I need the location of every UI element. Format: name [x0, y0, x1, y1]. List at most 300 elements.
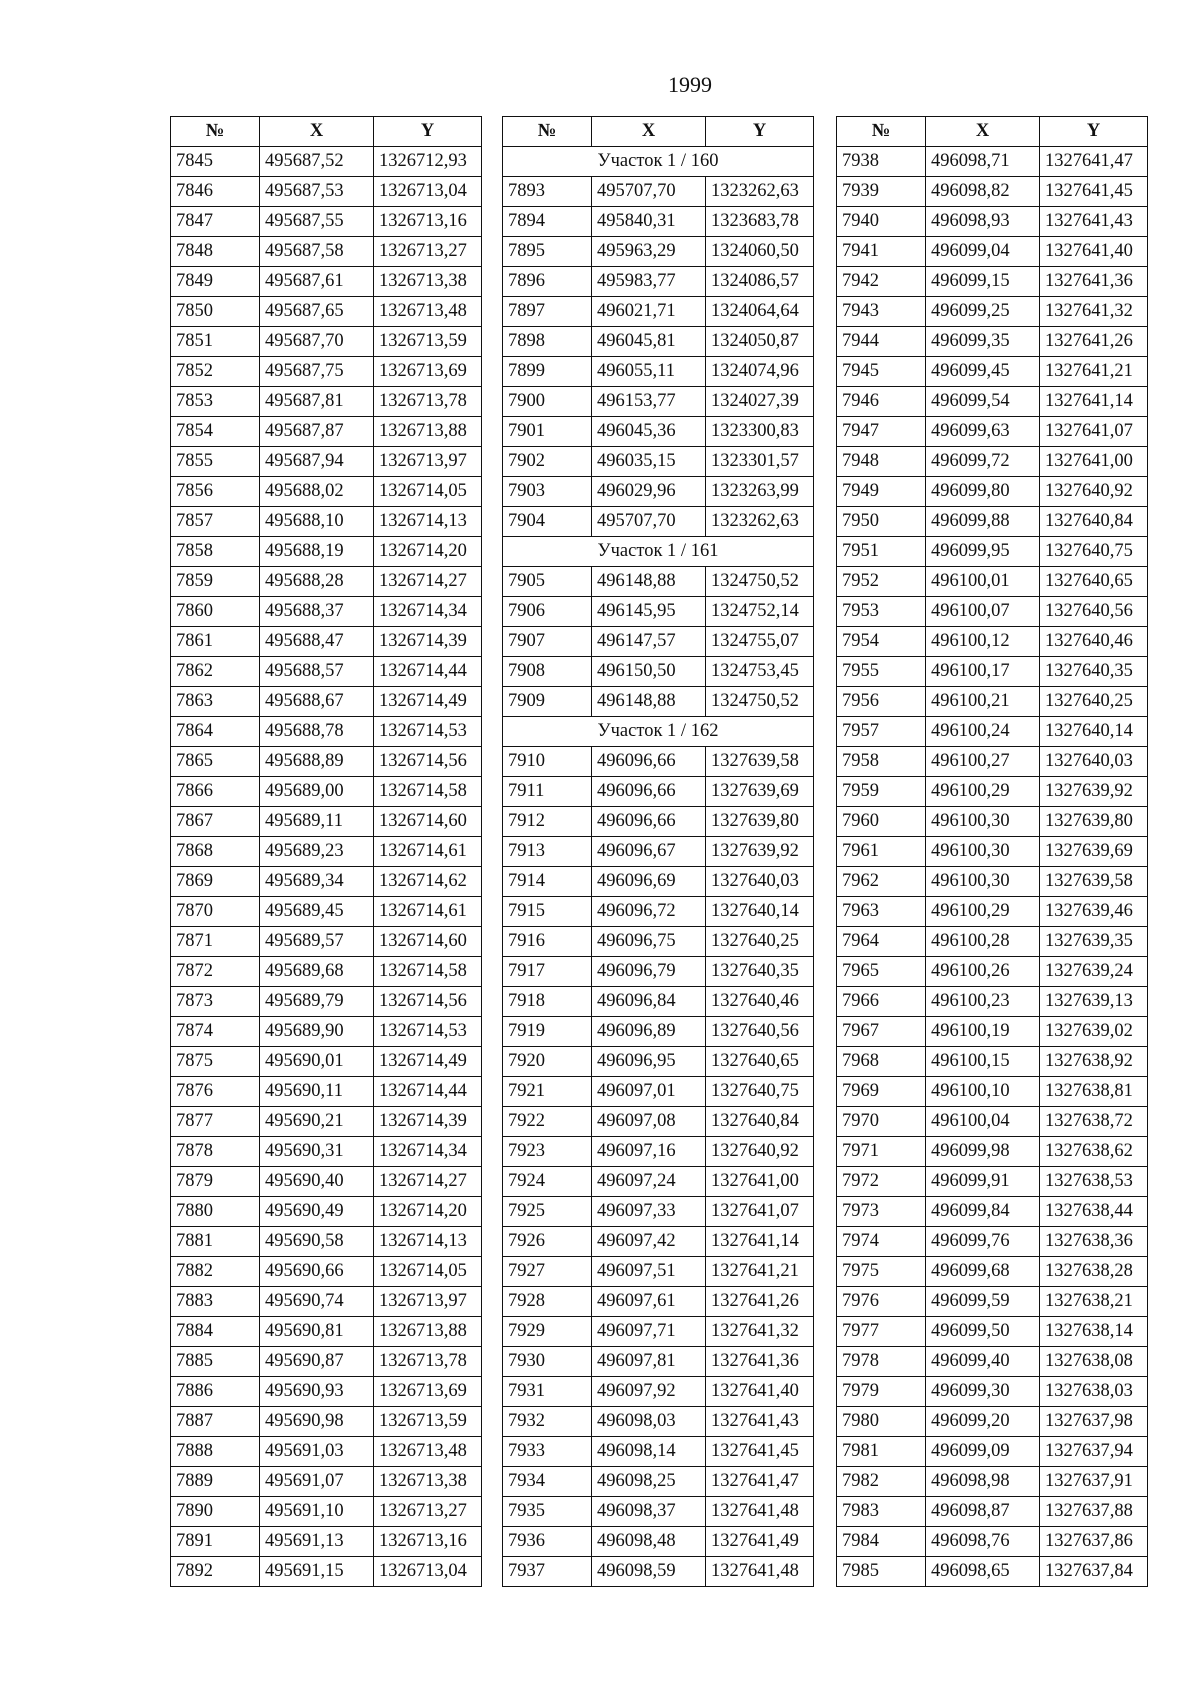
y-coordinate-cell: 1327641,36: [706, 1347, 814, 1377]
point-number-cell: 7847: [171, 207, 260, 237]
table-row: [503, 1527, 814, 1557]
point-number-cell: 7953: [837, 597, 926, 627]
x-coordinate-cell: 496100,23: [926, 987, 1040, 1017]
table-row: [503, 657, 814, 687]
point-number-cell: 7925: [503, 1197, 592, 1227]
y-coordinate-cell: 1327639,92: [1040, 777, 1148, 807]
table-row: [837, 717, 1148, 747]
x-coordinate-cell: 495687,75: [260, 357, 374, 387]
point-number-cell: 7968: [837, 1047, 926, 1077]
x-coordinate-cell: 495688,02: [260, 477, 374, 507]
y-coordinate-cell: 1327640,65: [706, 1047, 814, 1077]
point-number-cell: 7872: [171, 957, 260, 987]
x-coordinate-cell: 495690,31: [260, 1137, 374, 1167]
y-coordinate-cell: 1327637,88: [1040, 1497, 1148, 1527]
y-coordinate-cell: 1326713,04: [374, 1557, 482, 1587]
table-row: [503, 1407, 814, 1437]
x-coordinate-cell: 496096,95: [592, 1047, 706, 1077]
x-coordinate-cell: 495690,40: [260, 1167, 374, 1197]
x-coordinate-cell: 496096,66: [592, 807, 706, 837]
y-coordinate-cell: 1327639,58: [1040, 867, 1148, 897]
point-number-cell: 7972: [837, 1167, 926, 1197]
table-header-row: [503, 117, 814, 147]
table-row: [837, 1437, 1148, 1467]
point-number-cell: 7857: [171, 507, 260, 537]
point-number-cell: 7920: [503, 1047, 592, 1077]
x-coordinate-cell: 496097,16: [592, 1137, 706, 1167]
point-number-cell: 7888: [171, 1437, 260, 1467]
section-row: [503, 717, 814, 747]
x-coordinate-cell: 496099,76: [926, 1227, 1040, 1257]
table-row: [171, 1497, 482, 1527]
table-row: [837, 1077, 1148, 1107]
table-row: [171, 1047, 482, 1077]
point-number-cell: 7959: [837, 777, 926, 807]
point-number-cell: 7860: [171, 597, 260, 627]
y-coordinate-cell: 1327640,84: [1040, 507, 1148, 537]
x-coordinate-cell: 496097,61: [592, 1287, 706, 1317]
y-coordinate-cell: 1326713,04: [374, 177, 482, 207]
point-number-cell: 7853: [171, 387, 260, 417]
table-row: [503, 747, 814, 777]
x-coordinate-cell: 496100,24: [926, 717, 1040, 747]
x-coordinate-cell: 496098,25: [592, 1467, 706, 1497]
y-coordinate-cell: 1327641,00: [1040, 447, 1148, 477]
x-coordinate-cell: 496096,66: [592, 777, 706, 807]
y-coordinate-cell: 1326713,88: [374, 417, 482, 447]
y-coordinate-cell: 1326713,69: [374, 1377, 482, 1407]
y-coordinate-cell: 1324086,57: [706, 267, 814, 297]
table-row: [503, 1467, 814, 1497]
table-row: [171, 1557, 482, 1587]
x-coordinate-cell: 496100,19: [926, 1017, 1040, 1047]
y-coordinate-cell: 1327641,45: [706, 1437, 814, 1467]
header-x: X: [592, 117, 706, 147]
point-number-cell: 7947: [837, 417, 926, 447]
y-coordinate-cell: 1326713,97: [374, 1287, 482, 1317]
table-row: [171, 1317, 482, 1347]
x-coordinate-cell: 495840,31: [592, 207, 706, 237]
table-row: [171, 297, 482, 327]
point-number-cell: 7900: [503, 387, 592, 417]
header-number: №: [171, 117, 260, 147]
table-row: [503, 387, 814, 417]
header-y: Y: [374, 117, 482, 147]
x-coordinate-cell: 496099,63: [926, 417, 1040, 447]
point-number-cell: 7903: [503, 477, 592, 507]
point-number-cell: 7869: [171, 867, 260, 897]
point-number-cell: 7963: [837, 897, 926, 927]
point-number-cell: 7978: [837, 1347, 926, 1377]
point-number-cell: 7882: [171, 1257, 260, 1287]
x-coordinate-cell: 496096,69: [592, 867, 706, 897]
table-row: [503, 507, 814, 537]
point-number-cell: 7863: [171, 687, 260, 717]
point-number-cell: 7908: [503, 657, 592, 687]
y-coordinate-cell: 1326714,39: [374, 1107, 482, 1137]
x-coordinate-cell: 495690,87: [260, 1347, 374, 1377]
point-number-cell: 7878: [171, 1137, 260, 1167]
point-number-cell: 7951: [837, 537, 926, 567]
table-row: [837, 237, 1148, 267]
y-coordinate-cell: 1326714,20: [374, 537, 482, 567]
x-coordinate-cell: 496099,95: [926, 537, 1040, 567]
x-coordinate-cell: 496098,59: [592, 1557, 706, 1587]
x-coordinate-cell: 496098,82: [926, 177, 1040, 207]
table-row: [171, 1467, 482, 1497]
y-coordinate-cell: 1323300,83: [706, 417, 814, 447]
table-row: [503, 837, 814, 867]
table-row: [171, 807, 482, 837]
table-row: [503, 867, 814, 897]
point-number-cell: 7965: [837, 957, 926, 987]
y-coordinate-cell: 1327639,35: [1040, 927, 1148, 957]
table-row: [837, 1047, 1148, 1077]
y-coordinate-cell: 1327639,92: [706, 837, 814, 867]
point-number-cell: 7852: [171, 357, 260, 387]
x-coordinate-cell: 495691,13: [260, 1527, 374, 1557]
point-number-cell: 7855: [171, 447, 260, 477]
y-coordinate-cell: 1326714,05: [374, 1257, 482, 1287]
y-coordinate-cell: 1327639,69: [706, 777, 814, 807]
y-coordinate-cell: 1326714,49: [374, 687, 482, 717]
x-coordinate-cell: 496099,54: [926, 387, 1040, 417]
table-row: [837, 747, 1148, 777]
x-coordinate-cell: 495687,61: [260, 267, 374, 297]
point-number-cell: 7912: [503, 807, 592, 837]
table-row: [837, 1557, 1148, 1587]
y-coordinate-cell: 1326713,16: [374, 207, 482, 237]
table-row: [503, 327, 814, 357]
x-coordinate-cell: 496099,72: [926, 447, 1040, 477]
x-coordinate-cell: 495689,23: [260, 837, 374, 867]
point-number-cell: 7895: [503, 237, 592, 267]
table-row: [837, 1497, 1148, 1527]
point-number-cell: 7946: [837, 387, 926, 417]
y-coordinate-cell: 1324755,07: [706, 627, 814, 657]
y-coordinate-cell: 1326714,34: [374, 597, 482, 627]
x-coordinate-cell: 495688,47: [260, 627, 374, 657]
table-row: [837, 477, 1148, 507]
y-coordinate-cell: 1326713,69: [374, 357, 482, 387]
y-coordinate-cell: 1327641,43: [1040, 207, 1148, 237]
table-row: [503, 567, 814, 597]
point-number-cell: 7898: [503, 327, 592, 357]
table-row: [171, 1377, 482, 1407]
x-coordinate-cell: 496099,98: [926, 1137, 1040, 1167]
table-row: [837, 867, 1148, 897]
y-coordinate-cell: 1327639,46: [1040, 897, 1148, 927]
point-number-cell: 7885: [171, 1347, 260, 1377]
table-row: [171, 507, 482, 537]
point-number-cell: 7897: [503, 297, 592, 327]
y-coordinate-cell: 1327641,26: [1040, 327, 1148, 357]
x-coordinate-cell: 495689,79: [260, 987, 374, 1017]
y-coordinate-cell: 1326714,05: [374, 477, 482, 507]
table-header-row: [171, 117, 482, 147]
table-row: [503, 447, 814, 477]
table-row: [171, 477, 482, 507]
y-coordinate-cell: 1326714,58: [374, 957, 482, 987]
x-coordinate-cell: 496098,65: [926, 1557, 1040, 1587]
x-coordinate-cell: 495983,77: [592, 267, 706, 297]
point-number-cell: 7973: [837, 1197, 926, 1227]
y-coordinate-cell: 1327638,53: [1040, 1167, 1148, 1197]
y-coordinate-cell: 1326714,61: [374, 897, 482, 927]
y-coordinate-cell: 1327640,56: [1040, 597, 1148, 627]
y-coordinate-cell: 1327641,14: [706, 1227, 814, 1257]
table-row: [837, 327, 1148, 357]
table-row: [503, 1197, 814, 1227]
y-coordinate-cell: 1324074,96: [706, 357, 814, 387]
y-coordinate-cell: 1324027,39: [706, 387, 814, 417]
x-coordinate-cell: 496029,96: [592, 477, 706, 507]
table-row: [171, 237, 482, 267]
header-y: Y: [1040, 117, 1148, 147]
y-coordinate-cell: 1324753,45: [706, 657, 814, 687]
y-coordinate-cell: 1327641,43: [706, 1407, 814, 1437]
y-coordinate-cell: 1327640,25: [1040, 687, 1148, 717]
point-number-cell: 7955: [837, 657, 926, 687]
y-coordinate-cell: 1323301,57: [706, 447, 814, 477]
x-coordinate-cell: 495687,87: [260, 417, 374, 447]
table-row: [837, 147, 1148, 177]
y-coordinate-cell: 1327639,24: [1040, 957, 1148, 987]
x-coordinate-cell: 496097,81: [592, 1347, 706, 1377]
table-row: [503, 1077, 814, 1107]
x-coordinate-cell: 495691,10: [260, 1497, 374, 1527]
point-number-cell: 7939: [837, 177, 926, 207]
x-coordinate-cell: 496097,92: [592, 1377, 706, 1407]
table-row: [503, 627, 814, 657]
x-coordinate-cell: 496097,08: [592, 1107, 706, 1137]
table-row: [837, 897, 1148, 927]
point-number-cell: 7962: [837, 867, 926, 897]
x-coordinate-cell: 496148,88: [592, 687, 706, 717]
y-coordinate-cell: 1326714,34: [374, 1137, 482, 1167]
y-coordinate-cell: 1323262,63: [706, 177, 814, 207]
y-coordinate-cell: 1326713,78: [374, 1347, 482, 1377]
y-coordinate-cell: 1326714,53: [374, 1017, 482, 1047]
point-number-cell: 7862: [171, 657, 260, 687]
x-coordinate-cell: 495687,70: [260, 327, 374, 357]
coordinates-table-1: [170, 116, 482, 1587]
x-coordinate-cell: 496100,26: [926, 957, 1040, 987]
table-row: [171, 657, 482, 687]
table-row: [171, 1137, 482, 1167]
table-row: [171, 1287, 482, 1317]
table-row: [171, 1107, 482, 1137]
point-number-cell: 7933: [503, 1437, 592, 1467]
point-number-cell: 7980: [837, 1407, 926, 1437]
section-title: Участок 1 / 160: [503, 147, 814, 177]
point-number-cell: 7891: [171, 1527, 260, 1557]
x-coordinate-cell: 496100,29: [926, 777, 1040, 807]
x-coordinate-cell: 496096,66: [592, 747, 706, 777]
point-number-cell: 7945: [837, 357, 926, 387]
point-number-cell: 7914: [503, 867, 592, 897]
header-number: №: [503, 117, 592, 147]
table-row: [171, 1527, 482, 1557]
y-coordinate-cell: 1327637,94: [1040, 1437, 1148, 1467]
header-number: №: [837, 117, 926, 147]
x-coordinate-cell: 496098,03: [592, 1407, 706, 1437]
y-coordinate-cell: 1327638,14: [1040, 1317, 1148, 1347]
x-coordinate-cell: 496148,88: [592, 567, 706, 597]
point-number-cell: 7927: [503, 1257, 592, 1287]
y-coordinate-cell: 1327641,21: [1040, 357, 1148, 387]
point-number-cell: 7940: [837, 207, 926, 237]
y-coordinate-cell: 1326713,48: [374, 297, 482, 327]
y-coordinate-cell: 1327638,62: [1040, 1137, 1148, 1167]
x-coordinate-cell: 495687,55: [260, 207, 374, 237]
y-coordinate-cell: 1327641,32: [706, 1317, 814, 1347]
point-number-cell: 7926: [503, 1227, 592, 1257]
table-row: [837, 1107, 1148, 1137]
x-coordinate-cell: 496096,89: [592, 1017, 706, 1047]
point-number-cell: 7883: [171, 1287, 260, 1317]
point-number-cell: 7875: [171, 1047, 260, 1077]
y-coordinate-cell: 1326713,27: [374, 1497, 482, 1527]
y-coordinate-cell: 1327639,80: [706, 807, 814, 837]
point-number-cell: 7874: [171, 1017, 260, 1047]
x-coordinate-cell: 496097,33: [592, 1197, 706, 1227]
table-row: [837, 297, 1148, 327]
table-row: [503, 687, 814, 717]
table-row: [837, 627, 1148, 657]
table-row: [171, 567, 482, 597]
point-number-cell: 7846: [171, 177, 260, 207]
x-coordinate-cell: 495688,19: [260, 537, 374, 567]
table-header-row: [837, 117, 1148, 147]
x-coordinate-cell: 496098,93: [926, 207, 1040, 237]
table-row: [171, 627, 482, 657]
table-row: [171, 537, 482, 567]
page-number: 1999: [668, 72, 712, 97]
section-title: Участок 1 / 162: [503, 717, 814, 747]
point-number-cell: 7906: [503, 597, 592, 627]
x-coordinate-cell: 496100,28: [926, 927, 1040, 957]
x-coordinate-cell: 496098,14: [592, 1437, 706, 1467]
x-coordinate-cell: 496099,25: [926, 297, 1040, 327]
point-number-cell: 7971: [837, 1137, 926, 1167]
y-coordinate-cell: 1327641,32: [1040, 297, 1148, 327]
point-number-cell: 7958: [837, 747, 926, 777]
x-coordinate-cell: 496097,42: [592, 1227, 706, 1257]
table-row: [171, 267, 482, 297]
y-coordinate-cell: 1327641,45: [1040, 177, 1148, 207]
y-coordinate-cell: 1326714,39: [374, 627, 482, 657]
y-coordinate-cell: 1327640,35: [706, 957, 814, 987]
y-coordinate-cell: 1327641,36: [1040, 267, 1148, 297]
table-row: [503, 1257, 814, 1287]
point-number-cell: 7960: [837, 807, 926, 837]
x-coordinate-cell: 496098,87: [926, 1497, 1040, 1527]
x-coordinate-cell: 495707,70: [592, 507, 706, 537]
y-coordinate-cell: 1327640,25: [706, 927, 814, 957]
table-row: [837, 1227, 1148, 1257]
table-row: [503, 1137, 814, 1167]
y-coordinate-cell: 1327641,21: [706, 1257, 814, 1287]
y-coordinate-cell: 1326713,38: [374, 1467, 482, 1497]
y-coordinate-cell: 1327641,48: [706, 1497, 814, 1527]
table-row: [837, 417, 1148, 447]
table-row: [503, 207, 814, 237]
x-coordinate-cell: 495689,45: [260, 897, 374, 927]
table-row: [503, 1107, 814, 1137]
y-coordinate-cell: 1327638,81: [1040, 1077, 1148, 1107]
x-coordinate-cell: 496100,30: [926, 867, 1040, 897]
table-row: [503, 897, 814, 927]
x-coordinate-cell: 495690,01: [260, 1047, 374, 1077]
point-number-cell: 7924: [503, 1167, 592, 1197]
y-coordinate-cell: 1323262,63: [706, 507, 814, 537]
section-row: [503, 537, 814, 567]
x-coordinate-cell: 496099,84: [926, 1197, 1040, 1227]
y-coordinate-cell: 1326714,27: [374, 1167, 482, 1197]
x-coordinate-cell: 496099,80: [926, 477, 1040, 507]
table-row: [503, 927, 814, 957]
x-coordinate-cell: 496100,10: [926, 1077, 1040, 1107]
section-title: Участок 1 / 161: [503, 537, 814, 567]
x-coordinate-cell: 495691,07: [260, 1467, 374, 1497]
point-number-cell: 7922: [503, 1107, 592, 1137]
table-row: [171, 957, 482, 987]
table-row: [837, 1017, 1148, 1047]
table-row: [503, 357, 814, 387]
y-coordinate-cell: 1327638,44: [1040, 1197, 1148, 1227]
x-coordinate-cell: 496099,30: [926, 1377, 1040, 1407]
x-coordinate-cell: 496099,35: [926, 327, 1040, 357]
point-number-cell: 7902: [503, 447, 592, 477]
table-row: [171, 747, 482, 777]
point-number-cell: 7949: [837, 477, 926, 507]
x-coordinate-cell: 496097,01: [592, 1077, 706, 1107]
x-coordinate-cell: 496099,50: [926, 1317, 1040, 1347]
x-coordinate-cell: 496099,15: [926, 267, 1040, 297]
point-number-cell: 7929: [503, 1317, 592, 1347]
table-row: [837, 1287, 1148, 1317]
table-row: [503, 1227, 814, 1257]
x-coordinate-cell: 495691,15: [260, 1557, 374, 1587]
y-coordinate-cell: 1326713,59: [374, 1407, 482, 1437]
point-number-cell: 7867: [171, 807, 260, 837]
point-number-cell: 7907: [503, 627, 592, 657]
point-number-cell: 7917: [503, 957, 592, 987]
x-coordinate-cell: 495688,78: [260, 717, 374, 747]
y-coordinate-cell: 1326714,20: [374, 1197, 482, 1227]
x-coordinate-cell: 496098,98: [926, 1467, 1040, 1497]
y-coordinate-cell: 1326713,16: [374, 1527, 482, 1557]
point-number-cell: 7957: [837, 717, 926, 747]
y-coordinate-cell: 1327641,47: [706, 1467, 814, 1497]
point-number-cell: 7896: [503, 267, 592, 297]
table-row: [503, 237, 814, 267]
table-row: [837, 687, 1148, 717]
table-row: [837, 207, 1148, 237]
point-number-cell: 7970: [837, 1107, 926, 1137]
point-number-cell: 7918: [503, 987, 592, 1017]
y-coordinate-cell: 1327641,47: [1040, 147, 1148, 177]
table-row: [171, 327, 482, 357]
x-coordinate-cell: 496147,57: [592, 627, 706, 657]
table-row: [837, 957, 1148, 987]
point-number-cell: 7881: [171, 1227, 260, 1257]
x-coordinate-cell: 496099,68: [926, 1257, 1040, 1287]
table-row: [837, 657, 1148, 687]
point-number-cell: 7943: [837, 297, 926, 327]
point-number-cell: 7893: [503, 177, 592, 207]
